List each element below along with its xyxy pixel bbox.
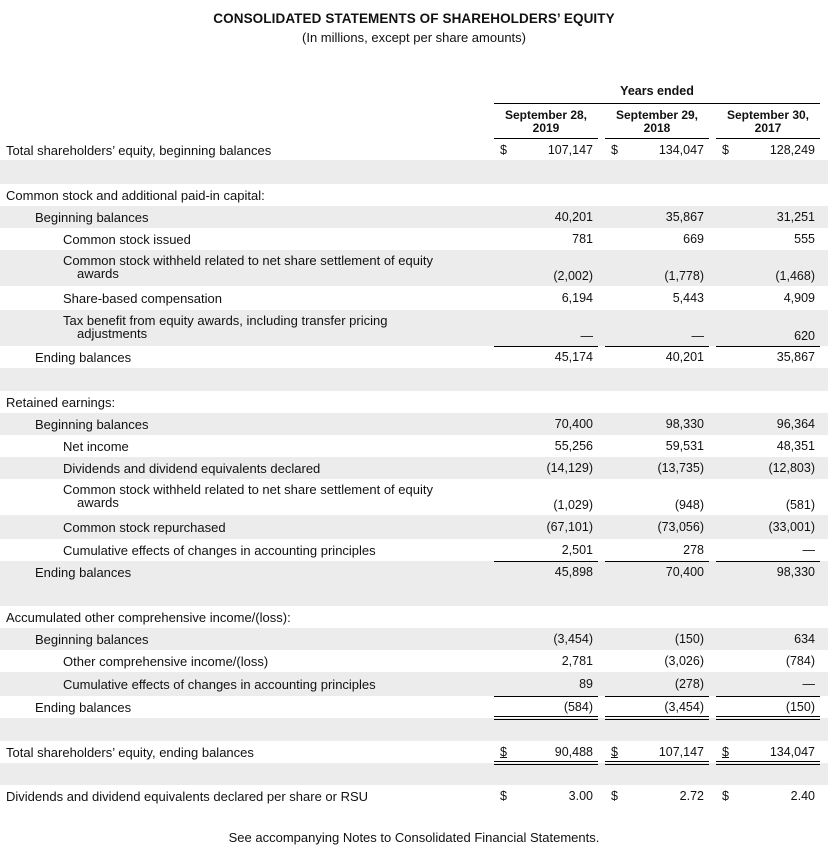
cell-value: 2.40 — [790, 789, 815, 803]
cell-value: 278 — [683, 543, 704, 557]
spacer-band — [0, 718, 828, 741]
cell-value: 89 — [579, 677, 593, 691]
table-row — [0, 785, 828, 807]
subtotal-rule — [494, 696, 598, 697]
row-label: Common stock repurchased — [63, 520, 226, 535]
total-double-rule — [716, 716, 820, 717]
row-label: Beginning balances — [35, 417, 149, 432]
statement-subtitle: (In millions, except per share amounts) — [302, 30, 526, 45]
total-double-rule — [494, 719, 598, 720]
cell-value: — — [691, 329, 704, 343]
cell-value: — — [580, 329, 593, 343]
row-label: Ending balances — [35, 565, 132, 580]
cell-value: (581) — [785, 498, 815, 512]
table-row — [0, 206, 828, 228]
total-double-rule — [716, 761, 820, 762]
table-row — [0, 696, 828, 718]
subtotal-rule — [494, 561, 598, 562]
cell-value: 134,047 — [769, 745, 815, 759]
table-row — [0, 413, 828, 435]
years-ended-header: Years ended — [620, 84, 694, 98]
row-label: Retained earnings: — [6, 395, 116, 410]
cell-value: — — [802, 677, 815, 691]
row-label: Other comprehensive income/(loss) — [63, 654, 269, 669]
row-label-line2: awards — [77, 495, 119, 510]
cell-value: 2,781 — [561, 654, 593, 668]
row-label: Beginning balances — [35, 632, 149, 647]
row-label — [63, 314, 483, 340]
table-row — [0, 140, 828, 160]
cell-value: 45,898 — [554, 565, 593, 579]
section-heading — [0, 184, 828, 206]
cell-value: 107,147 — [547, 143, 593, 157]
cell-value: (584) — [563, 700, 593, 714]
currency-symbol: $ — [611, 745, 618, 759]
cell-value: (2,002) — [553, 269, 593, 283]
cell-value: 134,047 — [658, 143, 704, 157]
table-row — [0, 228, 828, 250]
table-row — [0, 286, 828, 310]
currency-symbol: $ — [611, 789, 618, 803]
subtotal-rule — [605, 346, 709, 347]
row-label: Ending balances — [35, 350, 132, 365]
subtotal-rule — [605, 561, 709, 562]
statement-title: CONSOLIDATED STATEMENTS OF SHAREHOLDERS’ EQUITY — [213, 11, 615, 26]
column-rule-2019 — [494, 138, 598, 139]
cell-value: (3,026) — [664, 654, 704, 668]
cell-value: 781 — [572, 232, 593, 246]
currency-symbol: $ — [500, 745, 507, 759]
cell-value: 2,501 — [561, 543, 593, 557]
cell-value: 70,400 — [554, 417, 593, 431]
cell-value: 59,531 — [665, 439, 704, 453]
row-label: Dividends and dividend equivalents declared per share or RSU — [6, 789, 369, 804]
row-label-line1: Tax benefit from equity awards, including transfer pricing — [63, 313, 388, 328]
row-label: Common stock and additional paid-in capital: — [6, 188, 265, 203]
table-row — [0, 561, 828, 583]
currency-symbol: $ — [500, 143, 507, 157]
table-row — [0, 515, 828, 539]
total-double-rule — [605, 761, 709, 762]
table-row — [0, 457, 828, 479]
total-double-rule — [494, 761, 598, 762]
cell-value: 620 — [794, 329, 815, 343]
cell-value: (150) — [785, 700, 815, 714]
currency-symbol: $ — [722, 789, 729, 803]
table-row — [0, 479, 828, 515]
cell-value: 4,909 — [783, 291, 815, 305]
cell-value: (14,129) — [546, 461, 593, 475]
cell-value: 107,147 — [658, 745, 704, 759]
spacer-band — [0, 368, 828, 391]
column-header-2018: September 29, 2018 — [615, 108, 699, 135]
section-heading — [0, 606, 828, 628]
years-ended-rule — [494, 103, 820, 104]
total-double-rule — [605, 764, 709, 765]
currency-symbol: $ — [722, 745, 729, 759]
cell-value: 48,351 — [776, 439, 815, 453]
footer-note: See accompanying Notes to Consolidated Financial Statements. — [228, 830, 600, 845]
row-label: Common stock issued — [63, 232, 191, 247]
cell-value: 555 — [794, 232, 815, 246]
table-row — [0, 650, 828, 672]
table-row — [0, 672, 828, 696]
cell-value: 5,443 — [672, 291, 704, 305]
table-row — [0, 741, 828, 763]
subtotal-rule — [494, 346, 598, 347]
cell-value: (1,029) — [553, 498, 593, 512]
spacer-band — [0, 583, 828, 606]
cell-value: (73,056) — [657, 520, 704, 534]
cell-value: 634 — [794, 632, 815, 646]
subtotal-rule — [716, 696, 820, 697]
cell-value: (150) — [674, 632, 704, 646]
cell-value: 96,364 — [776, 417, 815, 431]
table-row — [0, 628, 828, 650]
table-row — [0, 250, 828, 286]
total-double-rule — [494, 764, 598, 765]
table-row — [0, 310, 828, 346]
cell-value: (784) — [785, 654, 815, 668]
cell-value: 90,488 — [554, 745, 593, 759]
spacer-band — [0, 763, 828, 785]
subtotal-rule — [716, 346, 820, 347]
cell-value: (12,803) — [768, 461, 815, 475]
cell-value: 669 — [683, 232, 704, 246]
row-label: Net income — [63, 439, 129, 454]
column-rule-2017 — [716, 138, 820, 139]
row-label: Dividends and dividend equivalents declared — [63, 461, 321, 476]
row-label-line2: awards — [77, 266, 119, 281]
cell-value: (3,454) — [664, 700, 704, 714]
row-label: Ending balances — [35, 700, 132, 715]
total-double-rule — [716, 719, 820, 720]
column-rule-2018 — [605, 138, 709, 139]
table-row — [0, 539, 828, 561]
total-double-rule — [605, 719, 709, 720]
currency-symbol: $ — [500, 789, 507, 803]
cell-value: 35,867 — [665, 210, 704, 224]
table-row — [0, 435, 828, 457]
subtotal-rule — [605, 696, 709, 697]
row-label: Share-based compensation — [63, 291, 222, 306]
cell-value: (1,778) — [664, 269, 704, 283]
cell-value: (1,468) — [775, 269, 815, 283]
cell-value: 2.72 — [679, 789, 704, 803]
row-label-line1: Common stock withheld related to net share settlement of equity — [63, 253, 433, 268]
cell-value: 98,330 — [776, 565, 815, 579]
cell-value: 35,867 — [776, 350, 815, 364]
section-heading — [0, 391, 828, 413]
row-label: Cumulative effects of changes in accounting principles — [63, 543, 376, 558]
row-label: Total shareholders’ equity, ending balances — [6, 745, 254, 760]
cell-value: (948) — [674, 498, 704, 512]
cell-value: (3,454) — [553, 632, 593, 646]
cell-value: (278) — [674, 677, 704, 691]
cell-value: 31,251 — [776, 210, 815, 224]
cell-value: 45,174 — [554, 350, 593, 364]
cell-value: (67,101) — [546, 520, 593, 534]
row-label — [63, 254, 483, 280]
total-double-rule — [605, 716, 709, 717]
cell-value: (13,735) — [657, 461, 704, 475]
cell-value: 40,201 — [554, 210, 593, 224]
column-header-2019: September 28, 2019 — [504, 108, 588, 135]
row-label: Total shareholders’ equity, beginning balances — [6, 143, 272, 158]
row-label: Accumulated other comprehensive income/(loss): — [6, 610, 291, 625]
cell-value: 40,201 — [665, 350, 704, 364]
cell-value: 3.00 — [568, 789, 593, 803]
cell-value: 55,256 — [554, 439, 593, 453]
table-row — [0, 346, 828, 368]
total-double-rule — [716, 764, 820, 765]
cell-value: 98,330 — [665, 417, 704, 431]
cell-value: (33,001) — [768, 520, 815, 534]
cell-value: 128,249 — [769, 143, 815, 157]
subtotal-rule — [716, 561, 820, 562]
spacer-band — [0, 160, 828, 184]
row-label: Cumulative effects of changes in accounting principles — [63, 677, 376, 692]
row-label: Beginning balances — [35, 210, 149, 225]
row-label-line2: adjustments — [77, 326, 148, 341]
cell-value: 6,194 — [561, 291, 593, 305]
currency-symbol: $ — [722, 143, 729, 157]
row-label — [63, 483, 483, 509]
cell-value: — — [802, 543, 815, 557]
currency-symbol: $ — [611, 143, 618, 157]
row-label-line1: Common stock withheld related to net share settlement of equity — [63, 482, 433, 497]
total-double-rule — [494, 716, 598, 717]
cell-value: 70,400 — [665, 565, 704, 579]
column-header-2017: September 30, 2017 — [726, 108, 810, 135]
